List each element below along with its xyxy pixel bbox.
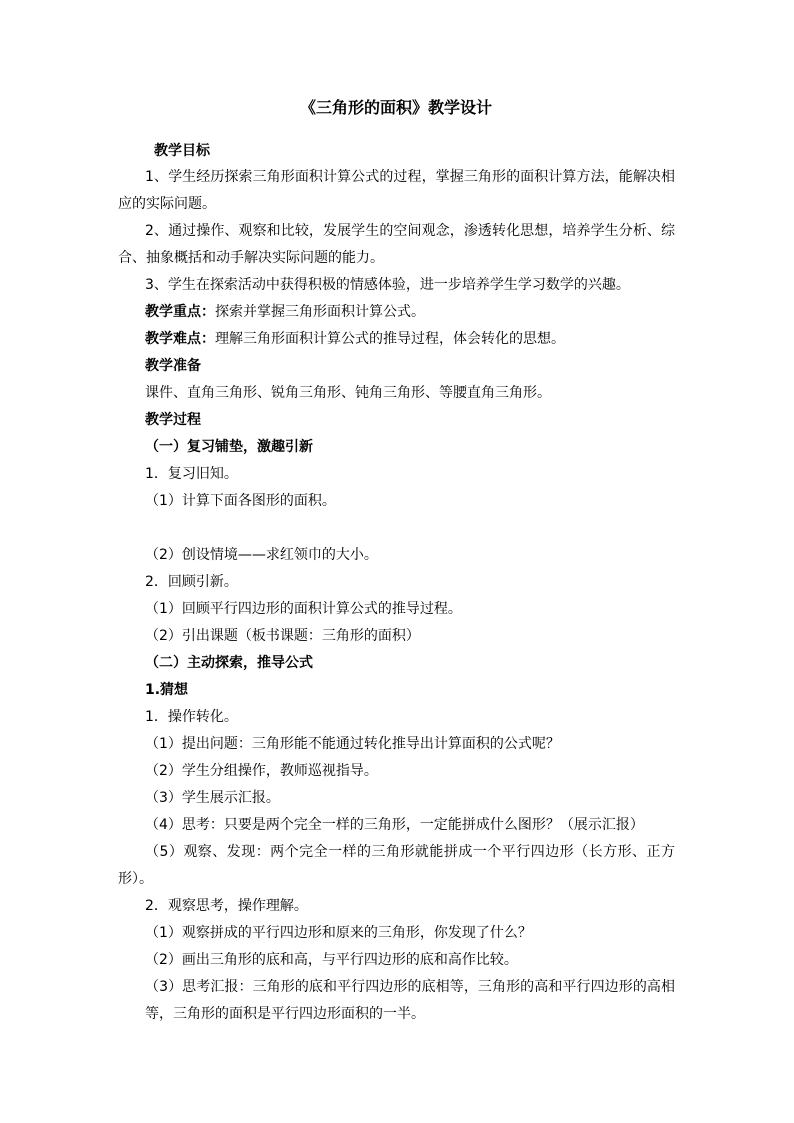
objective-2-line-1: 2、通过操作、观察和比较，发展学生的空间观念，渗透转化思想，培养学生分析、综 <box>145 223 675 239</box>
part-1-heading: （一）复习铺垫，激趣引新 <box>145 439 313 455</box>
preparation-heading: 教学准备 <box>145 358 201 374</box>
difficulty-point <box>145 330 565 348</box>
part-2-item-2-3-line-2: 等，三角形的面积是平行四边形面积的一半。 <box>145 1006 425 1022</box>
key-point-text: 探索并掌握三角形面积计算公式。 <box>215 304 425 320</box>
part-1-item-2-1: （1）回顾平行四边形的面积计算公式的推导过程。 <box>145 601 462 617</box>
part-2-item-1-5-line-2: 形）。 <box>118 871 153 887</box>
difficulty-text: 理解三角形面积计算公式的推导过程，体会转化的思想。 <box>215 331 565 347</box>
part-2-item-1-4: （4）思考：只要是两个完全一样的三角形，一定能拼成什么图形？（展示汇报） <box>145 817 644 833</box>
objective-1-line-1: 1、学生经历探索三角形面积计算公式的过程，掌握三角形的面积计算方法，能解决相 <box>145 169 675 185</box>
key-point <box>145 303 425 321</box>
key-point-label: 教学重点： <box>145 304 215 320</box>
process-heading: 教学过程 <box>145 412 201 428</box>
objective-3: 3、学生在探索活动中获得积极的情感体验，进一步培养学生学习数学的兴趣。 <box>145 277 630 293</box>
part-2-heading: （二）主动探索，推导公式 <box>145 655 313 671</box>
part-2-item-2-1: （1）观察拼成的平行四边形和原来的三角形，你发现了什么？ <box>145 925 532 941</box>
part-2-item-2-3-line-1: （3）思考汇报：三角形的底和平行四边形的底相等，三角形的高和平行四边形的高相 <box>145 979 675 995</box>
part-1-item-1-1: （1）计算下面各图形的面积。 <box>145 493 336 509</box>
part-2-item-1-2: （2）学生分组操作，教师巡视指导。 <box>145 763 378 779</box>
part-2-item-2: 2．观察思考，操作理解。 <box>145 898 308 914</box>
part-2-item-1-5-line-1: （5）观察、发现：两个完全一样的三角形就能拼成一个平行四边形（长方形、正方 <box>145 844 675 860</box>
objectives-heading: 教学目标 <box>154 143 210 159</box>
part-2-item-1: 1．操作转化。 <box>145 709 238 725</box>
part-1-item-1: 1．复习旧知。 <box>145 466 238 482</box>
part-2-item-1-3: （3）学生展示汇报。 <box>145 790 280 806</box>
part-1-item-1-2: （2）创设情境——求红领巾的大小。 <box>145 547 378 563</box>
objective-1-line-2: 应的实际问题。 <box>118 196 216 212</box>
document-title: 《三角形的面积》教学设计 <box>300 98 493 117</box>
guess-heading: 1.猜想 <box>145 682 189 698</box>
preparation-text: 课件、直角三角形、锐角三角形、钝角三角形、等腰直角三角形。 <box>145 385 551 401</box>
difficulty-label: 教学难点： <box>145 331 215 347</box>
part-2-item-2-2: （2）画出三角形的底和高，与平行四边形的底和高作比较。 <box>145 952 518 968</box>
objective-2-line-2: 合、抽象概括和动手解决实际问题的能力。 <box>118 250 384 266</box>
part-2-item-1-1: （1）提出问题：三角形能不能通过转化推导出计算面积的公式呢？ <box>145 736 560 752</box>
part-1-item-2: 2．回顾引新。 <box>145 574 238 590</box>
part-1-item-2-2: （2）引出课题（板书课题：三角形的面积） <box>145 628 420 644</box>
